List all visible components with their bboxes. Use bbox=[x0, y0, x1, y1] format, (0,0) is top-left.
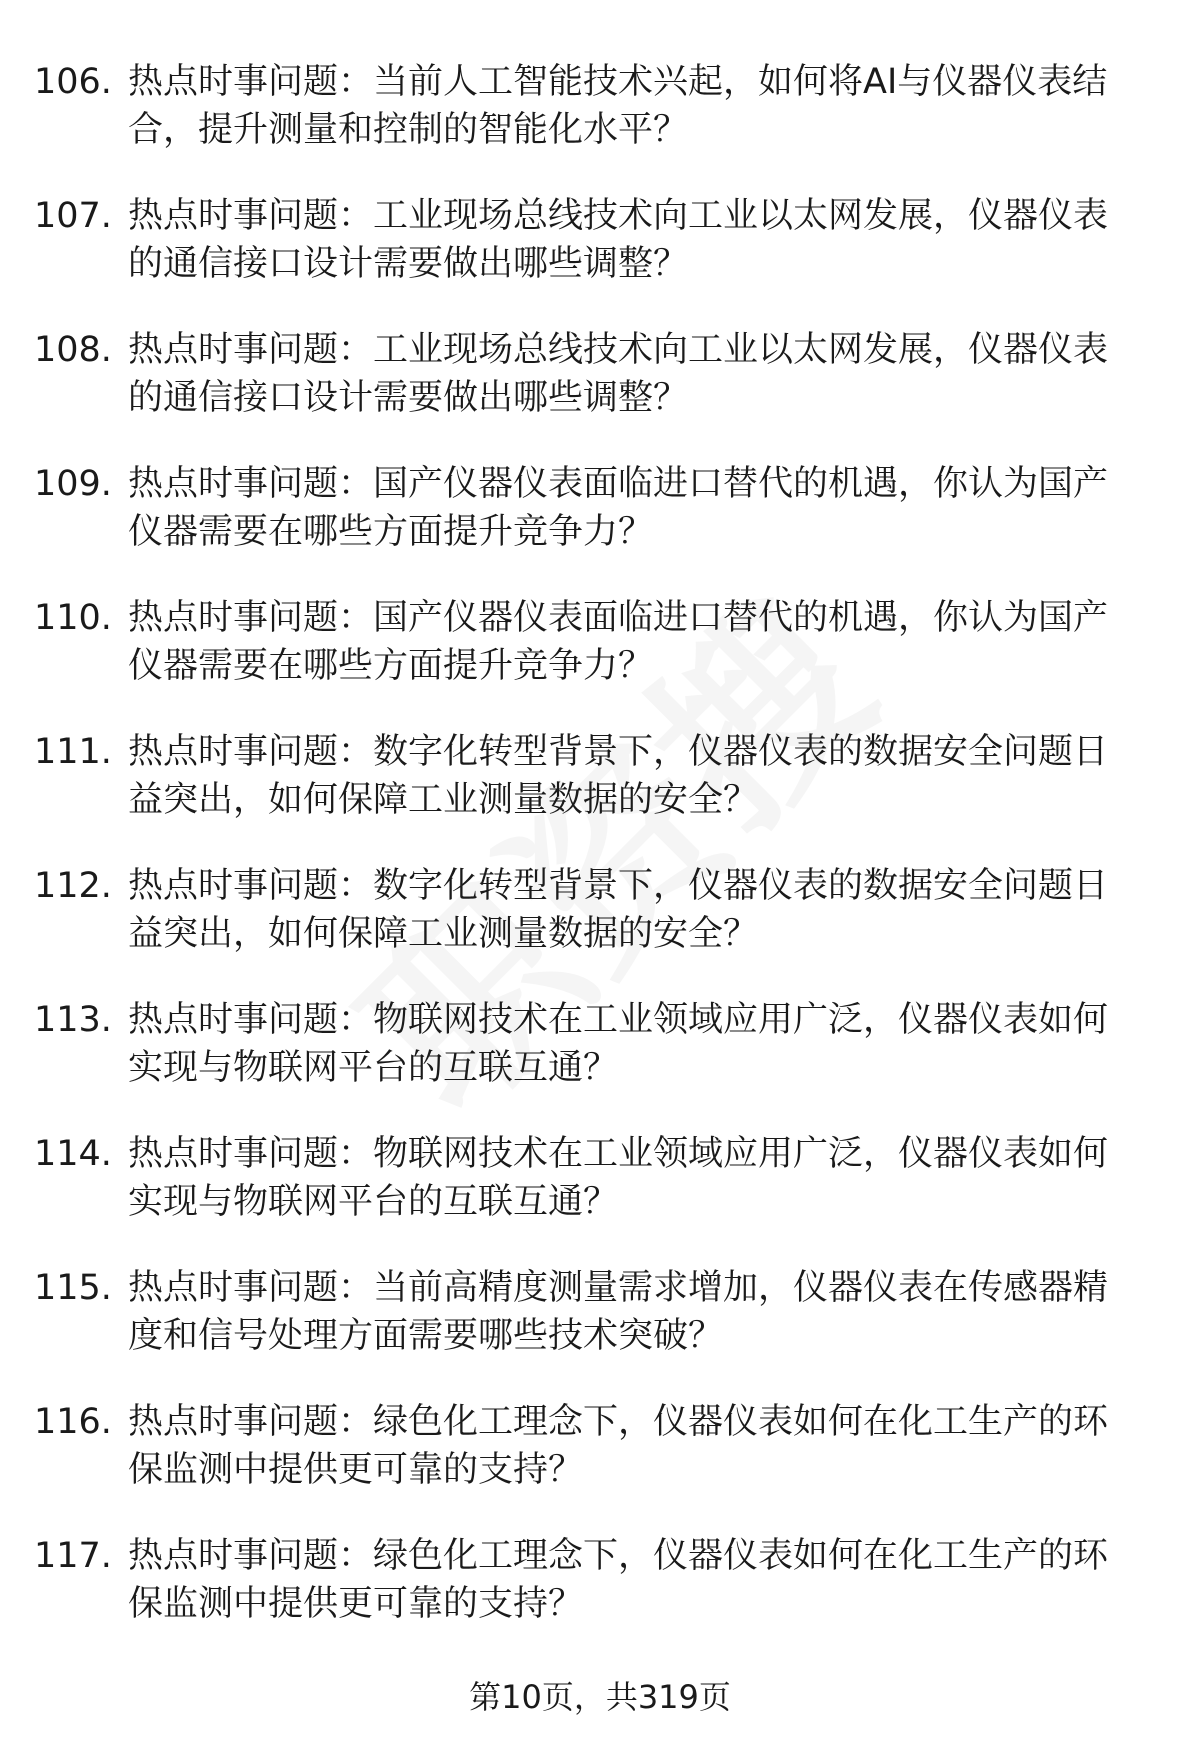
page-number-footer: 第10页，共319页 bbox=[469, 1678, 731, 1716]
question-text: 热点时事问题：当前高精度测量需求增加，仪器仪表在传感器精度和信号处理方面需要哪些技术突破？ bbox=[128, 1268, 1109, 1356]
question-text: 热点时事问题：国产仪器仪表面临进口替代的机遇，你认为国产仪器需要在哪些方面提升竞争力？ bbox=[128, 598, 1109, 686]
question-item bbox=[34, 1130, 1144, 1226]
question-item bbox=[34, 1398, 1144, 1494]
question-list bbox=[34, 58, 1144, 1666]
question-text: 热点时事问题：工业现场总线技术向工业以太网发展，仪器仪表的通信接口设计需要做出哪些调整？ bbox=[128, 196, 1109, 284]
question-number: 117. bbox=[34, 1536, 112, 1576]
question-number: 106. bbox=[34, 62, 112, 102]
question-number: 112. bbox=[34, 866, 112, 906]
question-item bbox=[34, 862, 1144, 958]
question-text: 热点时事问题：数字化转型背景下，仪器仪表的数据安全问题日益突出，如何保障工业测量数据的安全？ bbox=[128, 732, 1109, 820]
question-number: 114. bbox=[34, 1134, 112, 1174]
question-item bbox=[34, 996, 1144, 1092]
question-text: 热点时事问题：绿色化工理念下，仪器仪表如何在化工生产的环保监测中提供更可靠的支持？ bbox=[128, 1536, 1109, 1624]
question-item bbox=[34, 192, 1144, 288]
question-number: 107. bbox=[34, 196, 112, 236]
question-text: 热点时事问题：绿色化工理念下，仪器仪表如何在化工生产的环保监测中提供更可靠的支持？ bbox=[128, 1402, 1109, 1490]
question-item bbox=[34, 594, 1144, 690]
question-text: 热点时事问题：物联网技术在工业领域应用广泛，仪器仪表如何实现与物联网平台的互联互通？ bbox=[128, 1134, 1109, 1222]
question-text: 热点时事问题：工业现场总线技术向工业以太网发展，仪器仪表的通信接口设计需要做出哪些调整？ bbox=[128, 330, 1109, 418]
question-number: 110. bbox=[34, 598, 112, 638]
question-item bbox=[34, 58, 1144, 154]
question-text: 热点时事问题：数字化转型背景下，仪器仪表的数据安全问题日益突出，如何保障工业测量数据的安全？ bbox=[128, 866, 1109, 954]
question-item bbox=[34, 460, 1144, 556]
question-text: 热点时事问题：国产仪器仪表面临进口替代的机遇，你认为国产仪器需要在哪些方面提升竞争力？ bbox=[128, 464, 1109, 552]
question-item bbox=[34, 1532, 1144, 1628]
question-number: 115. bbox=[34, 1268, 112, 1308]
question-number: 113. bbox=[34, 1000, 112, 1040]
question-item bbox=[34, 326, 1144, 422]
question-item bbox=[34, 1264, 1144, 1360]
question-number: 109. bbox=[34, 464, 112, 504]
question-item bbox=[34, 728, 1144, 824]
question-number: 116. bbox=[34, 1402, 112, 1442]
question-number: 111. bbox=[34, 732, 112, 772]
question-text: 热点时事问题：当前人工智能技术兴起，如何将AI与仪器仪表结合，提升测量和控制的智能化水平？ bbox=[128, 62, 1108, 150]
question-number: 108. bbox=[34, 330, 112, 370]
question-text: 热点时事问题：物联网技术在工业领域应用广泛，仪器仪表如何实现与物联网平台的互联互通？ bbox=[128, 1000, 1109, 1088]
